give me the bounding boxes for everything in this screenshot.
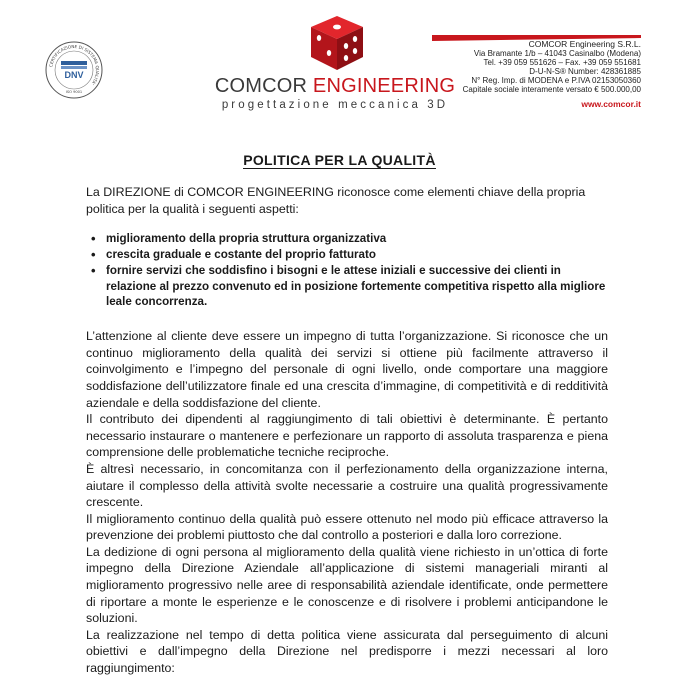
brand-tagline: progettazione meccanica 3D xyxy=(221,99,449,111)
letterhead xyxy=(0,0,679,130)
intro-paragraph: La DIREZIONE di COMCOR ENGINEERING riconosce come elementi chiave della propria politica per la qualità i seguenti aspetti: xyxy=(86,185,586,216)
document-title-wrapper xyxy=(0,152,679,168)
list-item: • fornire servizi che soddisfino i bisogni e le attese iniziali e successive dei clienti in relazione al prezzo convenuto ed in posizione fortemente competitiva rispetto alla migliore leale concorrenza. xyxy=(86,263,608,310)
dnv-mark: DNV xyxy=(64,70,84,80)
paragraph: È altresì necessario, in concomitanza con il perfezionamento della organizzazione interna, aiutare il complesso della attività svolte necessarie a costruire una qualità progressivamente crescente. xyxy=(86,461,608,510)
policy-paragraphs xyxy=(86,328,608,676)
company-name: COMCOR Engineering S.R.L. xyxy=(528,39,641,49)
company-info xyxy=(431,40,641,109)
company-address: Via Bramante 1/b – 41043 Casinalbo (Modena) xyxy=(473,49,641,58)
key-aspects-list xyxy=(86,231,608,310)
company-website-link[interactable]: www.comcor.it xyxy=(581,99,641,109)
paragraph: Il miglioramento continuo della qualità può essere ottenuto nel modo più efficace attraverso la prevenzione dei problemi piuttosto che dal controllo a posteriori e dalla loro correzione. xyxy=(86,511,608,543)
list-item: • miglioramento della propria struttura organizzativa xyxy=(86,231,608,247)
paragraph: Il contributo dei dipendenti al raggiungimento di tali obiettivi è determinante. È pertanto necessario instaurare o mantenere e perfezionare un rapporto di assoluta trasparenza e piena comprensione delle problematiche tecniche reciproche. xyxy=(86,412,608,460)
company-capital: Capitale sociale interamente versato € 500.000,00 xyxy=(462,85,641,94)
dnv-standard: ISO 9001 xyxy=(65,90,83,94)
company-phone-fax: Tel. +39 059 551626 – Fax. +39 059 551681 xyxy=(483,58,641,67)
paragraph: L’attenzione al cliente deve essere un impegno di tutta l’organizzazione. Si riconosce che un continuo miglioramento della qualità dei servizi si ottiene più facilmente attraverso il coinvolgimento e l’impegno del personale di ogni livello, onde comportare una maggiore soddisfazione dell’utilizzatore finale ed una crescita d’immagine, di competitività e di redditività aziendale e della soddisfazione del cliente. xyxy=(86,329,608,410)
document-body xyxy=(86,184,608,677)
brand-name-part2: ENGINEERING xyxy=(312,75,456,97)
dnv-ring-text: CERTIFICAZIONE DI SISTEMA QUALITA' xyxy=(48,43,101,87)
paragraph: La realizzazione nel tempo di detta politica viene assicurata dal perseguimento di alcuni obiettivi e dall’impegno della Direzione nel predisporre i mezzi necessari al loro raggiungimento: xyxy=(86,627,608,676)
brand-name-part1: COMCOR xyxy=(214,75,308,97)
document-title: POLITICA PER LA QUALITÀ xyxy=(243,152,436,168)
company-registry: N° Reg. Imp. di MODENA e P.IVA 02153050360 xyxy=(471,76,641,85)
paragraph: La dedizione di ogni persona al miglioramento della qualità viene richiesto in un’ottica di forte impegno della Direzione Aziendale all’applicazione di sistemi manageriali miranti al miglioramento progressivo nelle aree di responsabilità aziendale identificate, onde permettere di riportare a monte le esperienze e le conoscenze e di risolvere i problemi anticipandone le soluzioni. xyxy=(86,544,608,626)
list-item: • crescita graduale e costante del proprio fatturato xyxy=(86,247,608,263)
dice-logo-icon xyxy=(306,12,368,74)
company-duns: D-U-N-S® Number: 428361885 xyxy=(529,67,641,76)
dnv-certification-logo xyxy=(44,40,104,100)
